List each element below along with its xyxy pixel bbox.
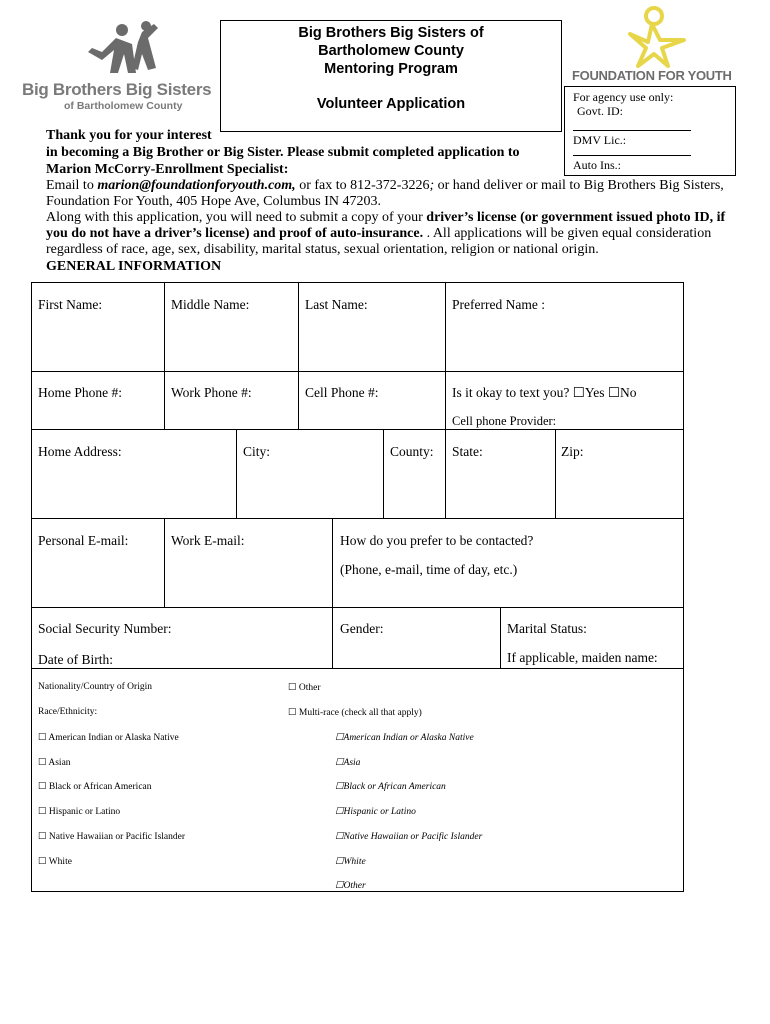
preferred-name-field[interactable]: Preferred Name : (452, 297, 545, 312)
col-divider (445, 429, 446, 518)
race-option[interactable]: ☐ White (38, 857, 72, 867)
multirace-option[interactable]: ☐Other (335, 881, 366, 891)
col-divider (383, 429, 384, 518)
middle-name-field[interactable]: Middle Name: (171, 297, 250, 312)
row-divider (32, 518, 683, 519)
cell-phone-field[interactable]: Cell Phone #: (305, 385, 379, 400)
state-field[interactable]: State: (452, 444, 483, 459)
col-divider (332, 518, 333, 607)
govt-id-line[interactable] (573, 130, 691, 131)
col-divider (445, 283, 446, 429)
col-divider (298, 283, 299, 429)
col-divider (164, 518, 165, 607)
city-field[interactable]: City: (243, 444, 271, 459)
requirements-line-2 (46, 225, 711, 242)
race-option[interactable]: ☐ Black or African American (38, 782, 152, 792)
home-address-field[interactable]: Home Address: (38, 444, 122, 459)
requirements-line-1 (46, 209, 725, 226)
home-phone-field[interactable]: Home Phone #: (38, 385, 122, 400)
county-field[interactable]: County: (390, 444, 434, 459)
text-no-checkbox[interactable]: ☐No (607, 385, 637, 400)
marital-status-field[interactable]: Marital Status: (507, 621, 587, 636)
form-title: Volunteer Application (316, 96, 466, 112)
nationality-other-checkbox[interactable]: ☐ Other (288, 683, 321, 693)
contact-preference-hint: (Phone, e-mail, time of day, etc.) (340, 562, 518, 577)
personal-email-field[interactable]: Personal E-mail: (38, 533, 129, 548)
general-information-table (31, 282, 684, 892)
race-option[interactable]: ☐ Hispanic or Latino (38, 807, 121, 817)
bbbs-name: Big Brothers Big Sisters (22, 80, 212, 99)
row-divider (32, 607, 683, 608)
bbbs-logo (22, 18, 212, 114)
requirements-bold-2: you do not have a driver’s license) and proof of auto-insurance. (46, 226, 424, 241)
multirace-checkbox[interactable]: ☐ Multi-race (check all that apply) (288, 708, 422, 718)
email-line (46, 177, 724, 194)
nationality-label: Nationality/Country of Origin (38, 682, 152, 692)
race-option[interactable]: ☐ Native Hawaiian or Pacific Islander (38, 832, 185, 842)
date-of-birth-field[interactable]: Date of Birth: (38, 652, 113, 667)
email-address[interactable]: marion@foundationforyouth.com, (97, 178, 296, 193)
work-email-field[interactable]: Work E-mail: (171, 533, 245, 548)
maiden-name-field[interactable]: If applicable, maiden name: (507, 650, 658, 665)
row-divider (32, 429, 683, 430)
email-prefix: Email to (46, 178, 98, 193)
dmv-label: DMV Lic.: (573, 133, 627, 147)
race-label: Race/Ethnicity: (38, 707, 98, 717)
foundation-wordmark: FOUNDATION FOR YOUTH (572, 68, 732, 83)
email-semicolon: ; (429, 178, 435, 193)
multirace-option[interactable]: ☐Hispanic or Latino (335, 807, 416, 817)
multirace-option[interactable]: ☐Native Hawaiian or Pacific Islander (335, 832, 483, 842)
multirace-option[interactable]: ☐Black or African American (335, 782, 446, 792)
col-divider (555, 429, 556, 518)
last-name-field[interactable]: Last Name: (305, 297, 368, 312)
ssn-field[interactable]: Social Security Number: (38, 621, 172, 636)
multirace-option[interactable]: ☐American Indian or Alaska Native (335, 733, 474, 743)
col-divider (164, 283, 165, 429)
intro-line-3: Marion McCorry-Enrollment Specialist: (46, 162, 289, 177)
star-figure-icon (624, 4, 704, 70)
auto-ins-label: Auto Ins.: (573, 158, 621, 172)
first-name-field[interactable]: First Name: (38, 297, 103, 312)
row-divider (32, 371, 683, 372)
section-heading: GENERAL INFORMATION (46, 259, 222, 274)
intro-line-1: Thank you for your interest (46, 128, 212, 143)
fax-text: or fax to 812-372-3226 (295, 178, 430, 193)
govt-id-label: Govt. ID: (577, 104, 623, 118)
org-title-line-1: Big Brothers Big Sisters of (298, 25, 484, 41)
bbbs-figures-icon (62, 18, 172, 80)
foundation-for-youth-logo (572, 4, 732, 86)
gender-field[interactable]: Gender: (340, 621, 384, 636)
address-line: Foundation For Youth, 405 Hope Ave, Columbus IN 47203. (46, 194, 381, 209)
agency-use-box (564, 86, 736, 176)
text-ok-question (452, 385, 636, 401)
equal-consideration-line: regardless of race, age, sex, disability, marital status, sexual orientation, religion or national origin. (46, 242, 599, 257)
col-divider (236, 429, 237, 518)
org-title-line-3: Mentoring Program (324, 61, 458, 77)
row-divider (32, 668, 683, 669)
org-title-line-2: Bartholomew County (318, 43, 464, 59)
text-yes-checkbox[interactable]: ☐Yes (572, 385, 605, 400)
work-phone-field[interactable]: Work Phone #: (171, 385, 252, 400)
mail-text: or hand deliver or mail to Big Brothers Big Sisters, (434, 178, 724, 193)
requirements-prefix: Along with this application, you will need to submit a copy of your (46, 210, 427, 225)
race-option[interactable]: ☐ Asian (38, 758, 71, 768)
zip-field[interactable]: Zip: (561, 444, 584, 459)
multirace-option[interactable]: ☐Asia (335, 758, 361, 768)
dmv-line[interactable] (573, 155, 691, 156)
cell-provider-field[interactable]: Cell phone Provider: (452, 414, 557, 428)
bbbs-subtitle: of Bartholomew County (64, 100, 183, 112)
multirace-option[interactable]: ☐White (335, 857, 366, 867)
requirements-suffix: . All applications will be given equal consideration (423, 226, 712, 241)
intro-line-2: in becoming a Big Brother or Big Sister. Please submit completed application to (46, 145, 520, 160)
col-divider (332, 607, 333, 668)
contact-preference-field[interactable]: How do you prefer to be contacted? (340, 533, 534, 548)
requirements-bold-1: driver’s license (or government issued photo ID, if (426, 210, 726, 225)
agency-caption: For agency use only: (573, 90, 674, 104)
col-divider (500, 607, 501, 668)
title-box (220, 20, 562, 132)
text-ok-label: Is it okay to text you? (452, 385, 570, 400)
race-option[interactable]: ☐ American Indian or Alaska Native (38, 733, 179, 743)
